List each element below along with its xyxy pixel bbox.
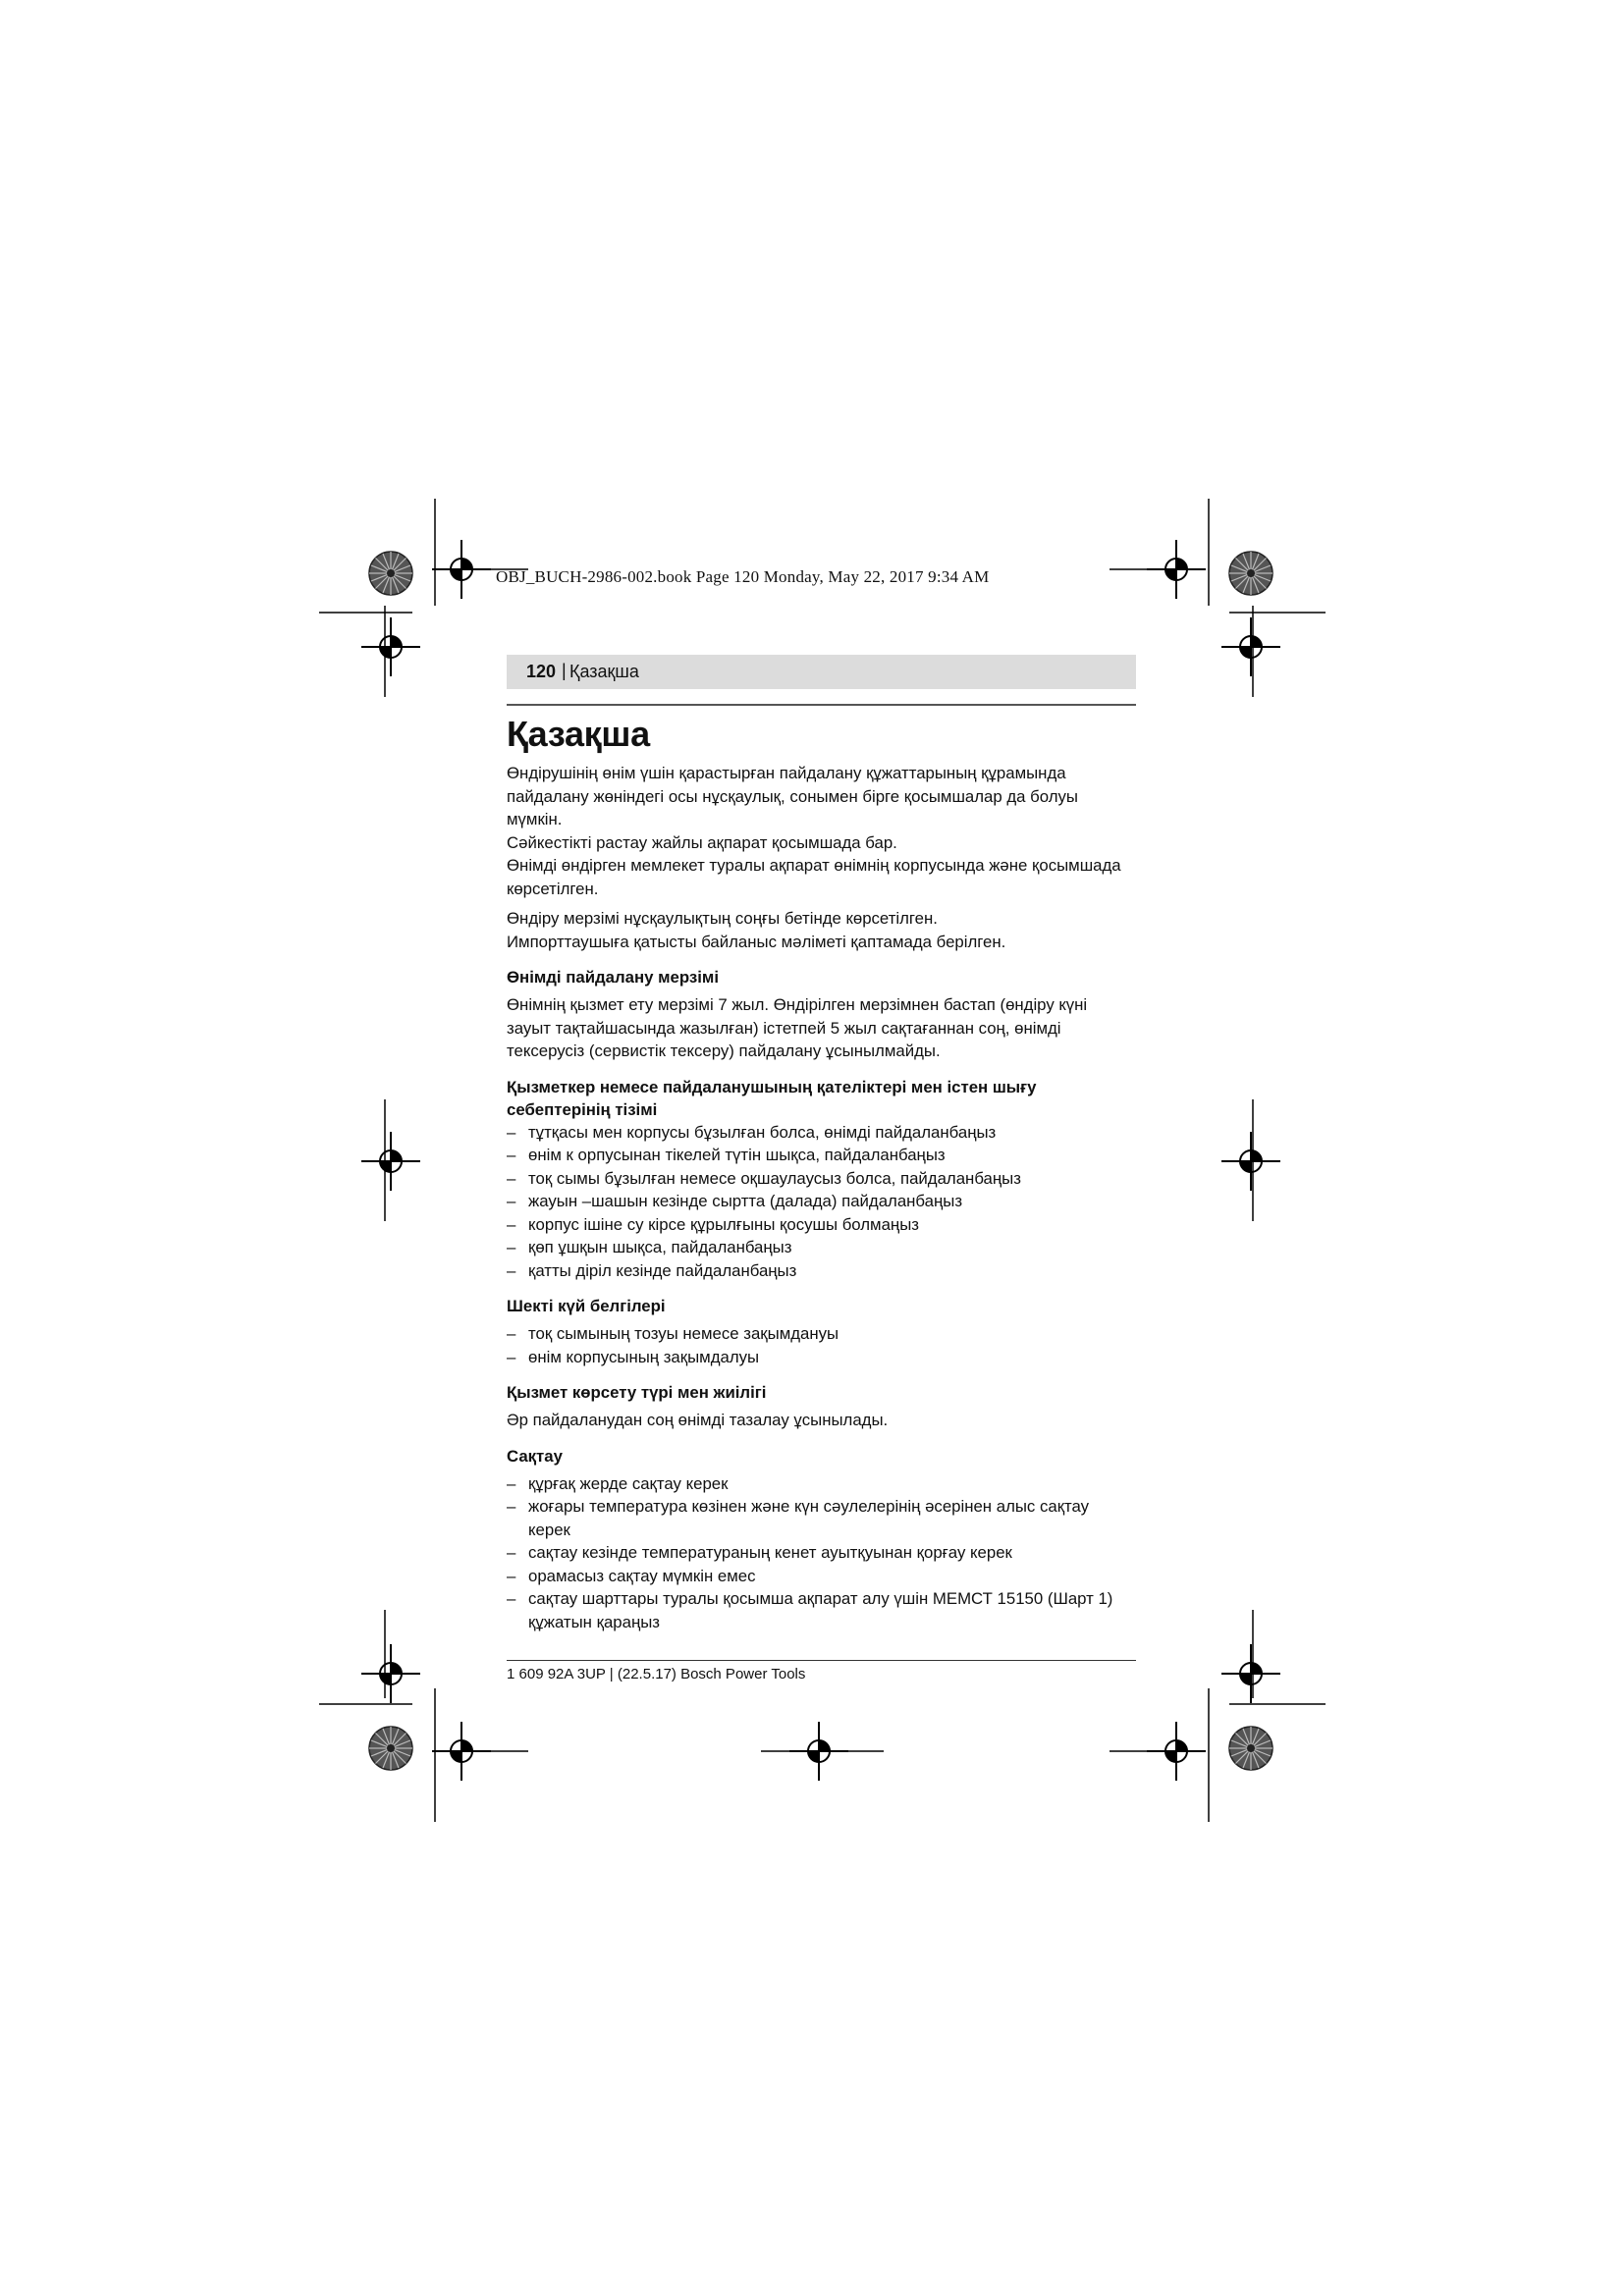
lifetime-line: тексерусіз (сервистік тексеру) пайдалану ұсынылмайды.: [507, 1041, 941, 1060]
list-item: – сақтау кезінде температураның кенет ауытқуынан қорғау керек: [507, 1543, 1012, 1562]
limit-heading: Шекті күй белгілері: [507, 1297, 666, 1315]
intro-line: Өндірушінің өнім үшін қарастырған пайдалану құжаттарының құрамында: [507, 764, 1066, 782]
list-item: – қөп ұшқын шықса, пайдаланбаңыз: [507, 1238, 792, 1256]
intro-line: Өндіру мерзімі нұсқаулықтың соңғы бетінде көрсетілген.: [507, 909, 938, 928]
intro-line: Өнімді өндірген мемлекет туралы ақпарат өнімнің корпусында және қосымшада: [507, 856, 1121, 875]
lifetime-heading: Өнімді пайдалану мерзімі: [507, 968, 719, 987]
service-heading: Қызмет көрсету түрі мен жиілігі: [507, 1383, 767, 1402]
intro-line: пайдалану жөніндегі осы нұсқаулық, сонымен бірге қосымшалар да болуы: [507, 786, 1078, 806]
list-item: – өнім к орпусынан тікелей түтін шықса, пайдаланбаңыз: [507, 1146, 946, 1164]
footer-rule: [507, 1660, 1136, 1661]
page-title: Қазақша: [507, 714, 650, 754]
header-section-name: Қазақша: [569, 662, 639, 681]
intro-line: Импорттаушыға қатысты байланыс мәліметі қаптамада берілген.: [507, 932, 1006, 951]
intro-line: көрсетілген.: [507, 879, 599, 898]
page-number: 120: [526, 662, 557, 681]
intro-line: мүмкін.: [507, 810, 563, 828]
failures-heading-line2: себептерінің тізімі: [507, 1099, 658, 1119]
list-item: – тоқ сымының тозуы немесе зақымдануы: [507, 1324, 839, 1343]
list-item: – жауын –шашын кезінде сыртта (далада) пайдаланбаңыз: [507, 1192, 963, 1210]
failures-heading: [507, 1076, 1136, 1121]
list-item: – тоқ сымы бұзылған немесе оқшаулаусыз болса, пайдаланбаңыз: [507, 1168, 1021, 1188]
list-item: – орамасыз сақтау мүмкін емес: [507, 1566, 756, 1585]
intro-line: Сәйкестікті растау жайлы ақпарат қосымшада бар.: [507, 832, 897, 852]
lifetime-line: зауыт тақтайшасында жазылған) істетпей 5 жыл сақтағаннан соң, өнімді: [507, 1018, 1061, 1038]
print-slug: OBJ_BUCH-2986-002.book Page 120 Monday, May 22, 2017 9:34 AM: [496, 567, 990, 586]
limit-list: [507, 1322, 1136, 1368]
service-text: Әр пайдаланудан соң өнімді тазалау ұсынылады.: [507, 1411, 889, 1429]
list-item: – корпус ішіне су кірсе құрылғыны қосушы болмаңыз: [507, 1214, 919, 1234]
list-item: – қатты діріл кезінде пайдаланбаңыз: [507, 1260, 797, 1280]
failures-heading-line1: Қызметкер немесе пайдаланушының қателіктері мен істен шығу: [507, 1077, 1037, 1096]
page-content: [507, 709, 1136, 1633]
lifetime-line: Өнімнің қызмет ету мерзімі 7 жыл. Өндірілген мерзімнен бастап (өндіру күні: [507, 995, 1088, 1014]
storage-list: [507, 1472, 1136, 1634]
page-header: [507, 655, 1136, 689]
failures-list: [507, 1121, 1136, 1283]
list-item: – сақтау шарттары туралы қосымша ақпарат алу үшін МЕМСТ 15150 (Шарт 1) құжатын қараңыз: [507, 1589, 1113, 1631]
storage-heading: Сақтау: [507, 1446, 563, 1466]
page-footer: 1 609 92A 3UP | (22.5.17) Bosch Power Tools: [507, 1666, 806, 1682]
list-item: – тұтқасы мен корпусы бұзылған болса, өнімді пайдаланбаңыз: [507, 1122, 997, 1142]
list-item: – өнім корпусының зақымдалуы: [507, 1347, 760, 1366]
header-separator: |: [562, 661, 567, 680]
header-rule: [507, 704, 1136, 706]
list-item: – жоғары температура көзінен және күн сәулелерінің әсерінен алыс сақтау керек: [507, 1497, 1090, 1539]
list-item: – құрғақ жерде сақтау керек: [507, 1473, 729, 1493]
